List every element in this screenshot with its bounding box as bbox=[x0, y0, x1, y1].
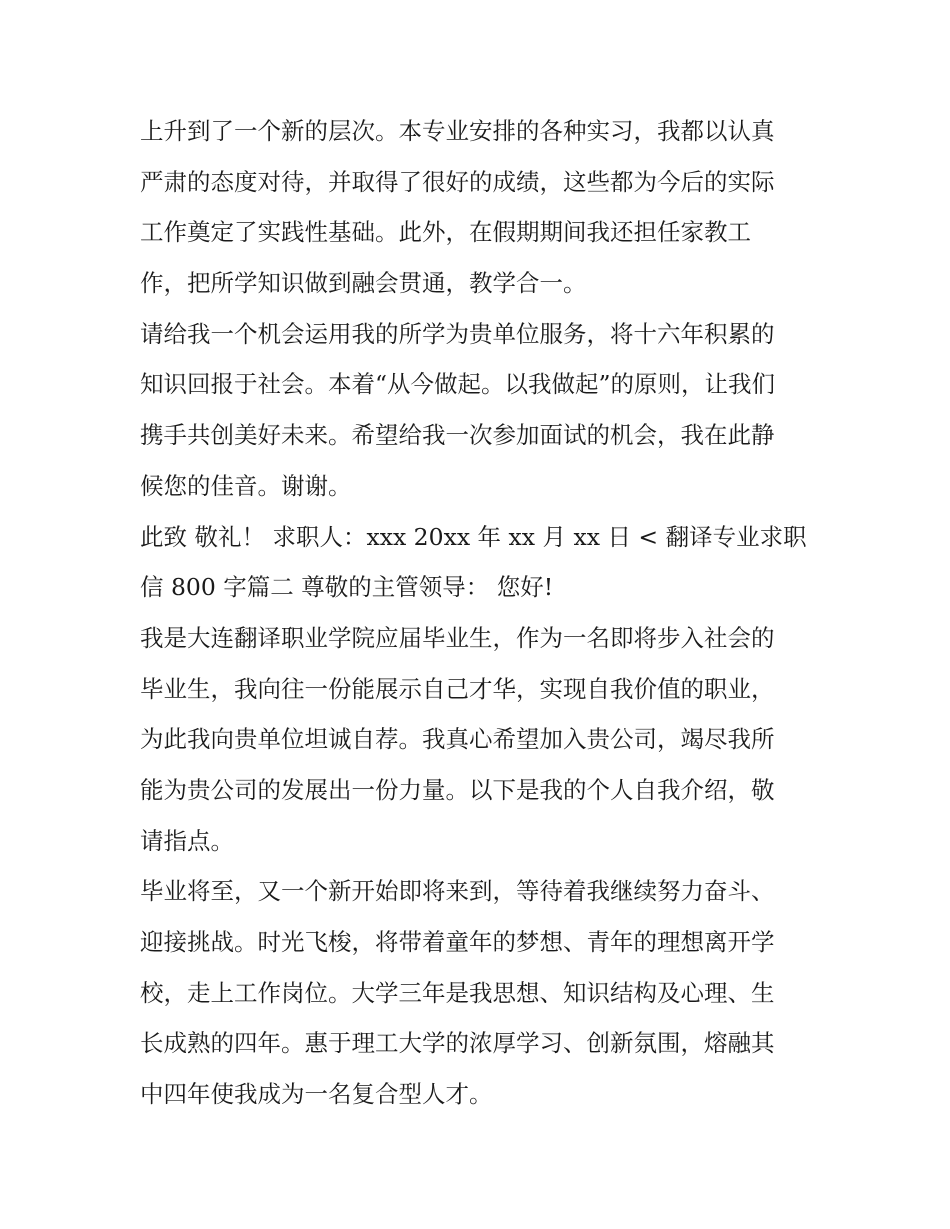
text-line-9: 此致 敬礼！ 求职人：xxx 20xx 年 xx 月 xx 日 < 翻译专业求职 bbox=[140, 522, 807, 551]
text-line-8: 候您的佳音。谢谢。 bbox=[140, 471, 352, 500]
text-line-13: 为此我向贵单位坦诚自荐。我真心希望加入贵公司，竭尽我所 bbox=[140, 725, 775, 754]
text-line-17: 迎接挑战。时光飞梭，将带着童年的梦想、青年的理想离开学 bbox=[140, 928, 775, 956]
text-line-19: 长成熟的四年。惠于理工大学的浓厚学习、创新氛围，熔融其 bbox=[140, 1029, 775, 1058]
text-line-18: 校，走上工作岗位。大学三年是我思想、知识结构及心理、生 bbox=[140, 978, 775, 1007]
text-line-6: 知识回报于社会。本着“从今做起。以我做起”的原则，让我们 bbox=[140, 370, 776, 399]
text-line-11: 我是大连翻译职业学院应届毕业生，作为一名即将步入社会的 bbox=[140, 623, 775, 652]
text-line-16: 毕业将至，又一个新开始即将来到，等待着我继续努力奋斗、 bbox=[140, 877, 775, 906]
text-line-2: 严肃的态度对待，并取得了很好的成绩，这些都为今后的实际 bbox=[140, 167, 775, 196]
text-line-15: 请指点。 bbox=[140, 826, 234, 855]
document-body bbox=[140, 106, 820, 1120]
text-line-14: 能为贵公司的发展出一份力量。以下是我的个人自我介绍，敬 bbox=[140, 775, 775, 804]
text-line-3: 工作奠定了实践性基础。此外，在假期期间我还担任家教工 bbox=[140, 218, 751, 247]
text-line-7: 携手共创美好未来。希望给我一次参加面试的机会，我在此静 bbox=[140, 421, 775, 450]
text-line-1: 上升到了一个新的层次。本专业安排的各种实习，我都以认真 bbox=[140, 117, 775, 145]
text-line-10: 信 800 字篇二 尊敬的主管领导： 您好! bbox=[140, 573, 554, 602]
text-line-4: 作，把所学知识做到融会贯通，教学合一。 bbox=[140, 269, 587, 298]
text-line-20: 中四年使我成为一名复合型人才。 bbox=[140, 1080, 493, 1109]
text-line-12: 毕业生，我向往一份能展示自己才华，实现自我价值的职业， bbox=[140, 674, 775, 703]
text-line-5: 请给我一个机会运用我的所学为贵单位服务，将十六年积累的 bbox=[140, 319, 775, 348]
